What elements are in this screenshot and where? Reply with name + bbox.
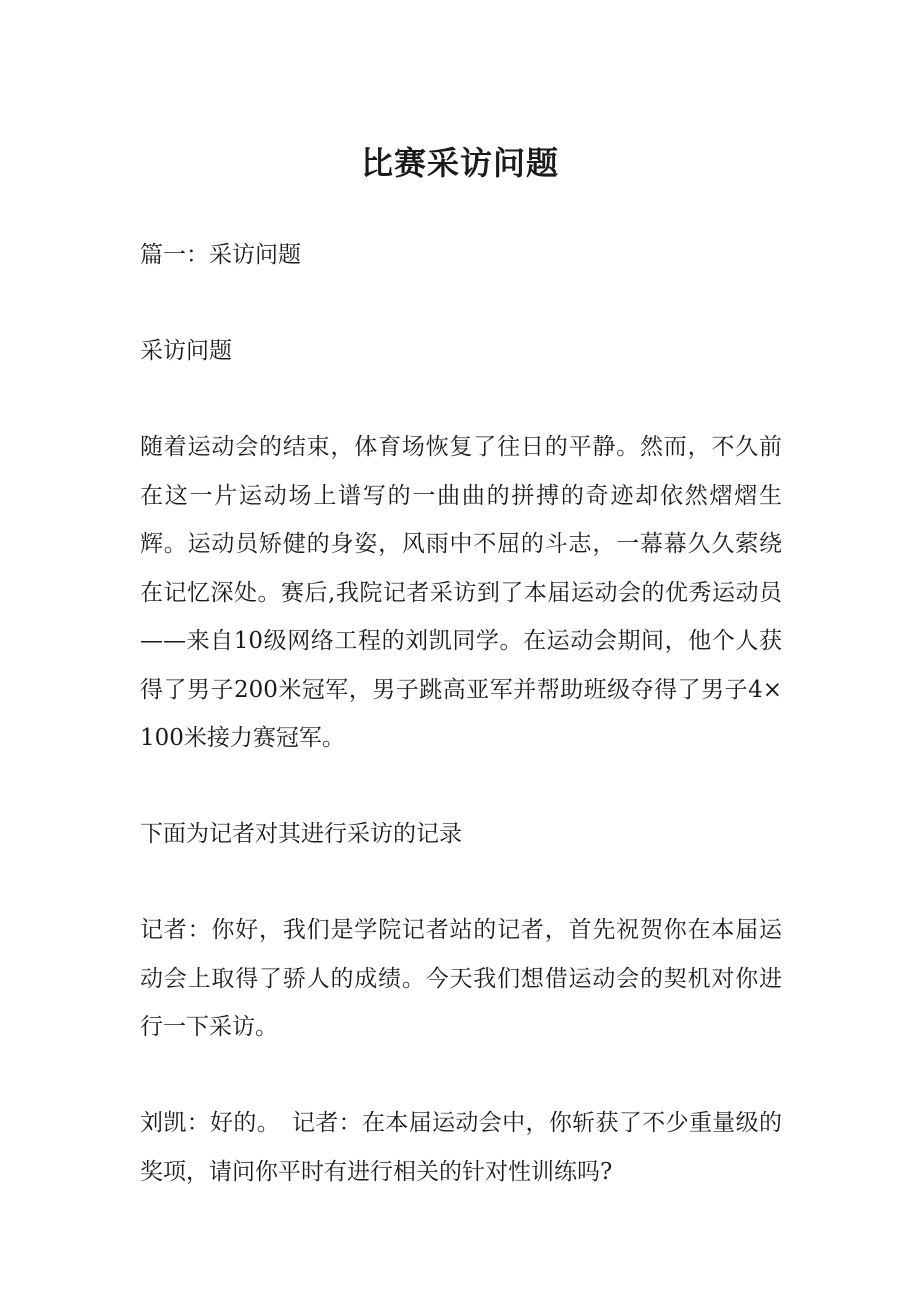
subheading: 采访问题 <box>140 338 232 364</box>
intro-paragraph: 随着运动会的结束，体育场恢复了往日的平静。然而，不久前在这一片运动场上谱写的一曲曲的拼搏的奇迹却依然熠熠生辉。运动员矫健的身姿，风雨中不屈的斗志，一幕幕久久萦绕在记忆深处。赛后,我院记者采访到了本届运动会的优秀运动员——来自10级网络工程的刘凯同学。在运动会期间，他个人获得了男子200米冠军，男子跳高亚军并帮助班级夺得了男子4×100米接力赛冠军。 <box>140 434 782 751</box>
section-heading: 篇一：采访问题 <box>140 242 301 268</box>
interview-paragraph: 刘凯：好的。 记者：在本届运动会中，你斩获了不少重量级的奖项，请问你平时有进行相关的针对性训练吗? <box>140 1110 782 1185</box>
transition-paragraph: 下面为记者对其进行采访的记录 <box>140 821 462 847</box>
document-title: 比赛采访问题 <box>360 144 559 183</box>
interview-paragraph: 记者：你好，我们是学院记者站的记者，首先祝贺你在本届运动会上取得了骄人的成绩。今天我们想借运动会的契机对你进行一下采访。 <box>140 917 782 1040</box>
